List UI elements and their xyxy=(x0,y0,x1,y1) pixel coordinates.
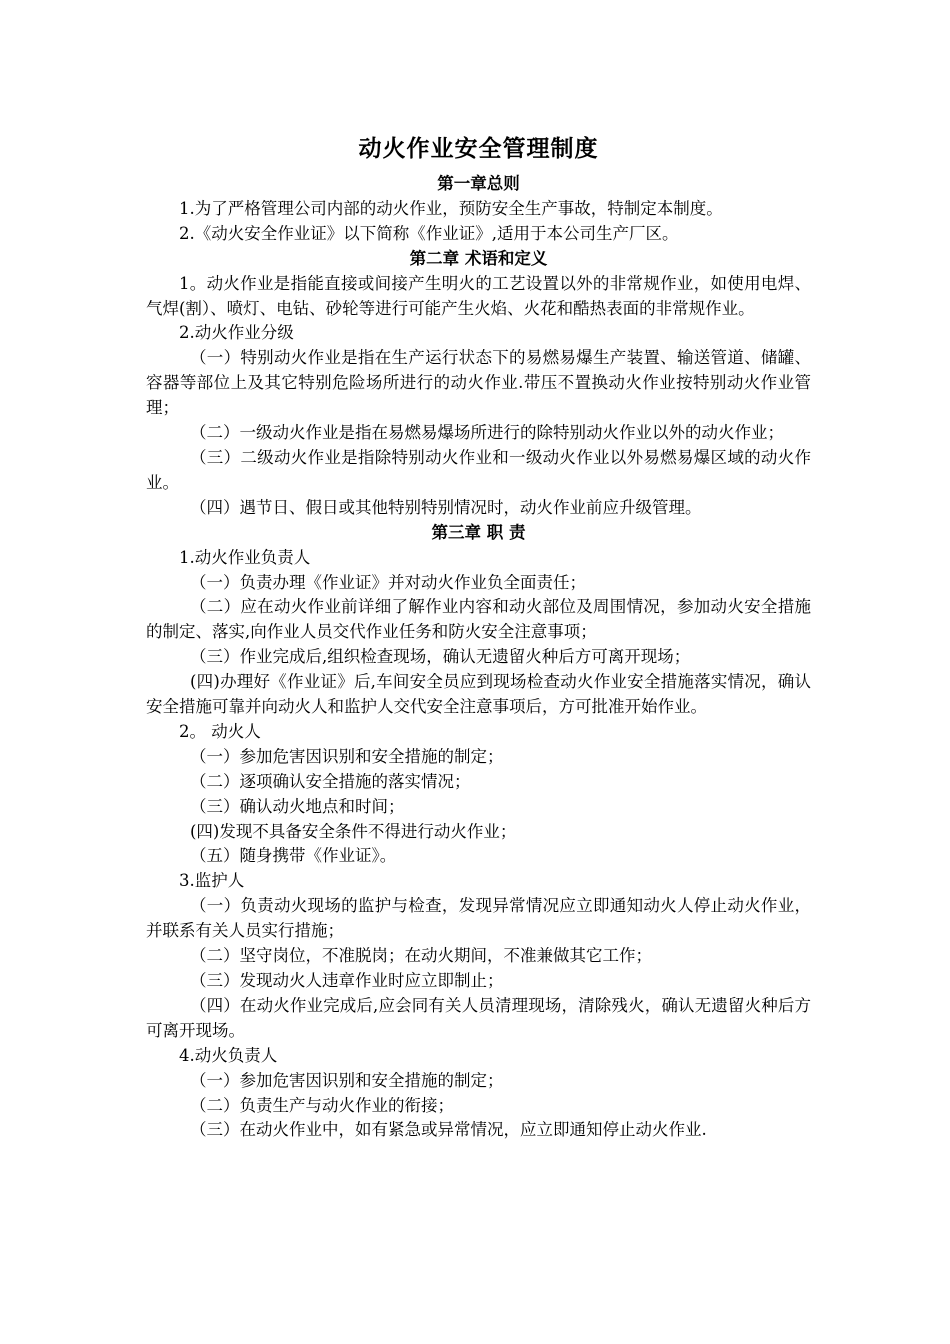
paragraph: （一）特别动火作业是指在生产运行状态下的易燃易爆生产装置、输送管道、储罐、容器等部位上及其它特别危险场所进行的动火作业.带压不置换动火作业按特别动火作业管理； xyxy=(146,348,811,418)
paragraph: 2.《动火安全作业证》以下简称《作业证》,适用于本公司生产厂区。 xyxy=(179,223,679,243)
paragraph: （二）应在动火作业前详细了解作业内容和动火部位及周围情况，参加动火安全措施的制定、落实,向作业人员交代作业任务和防火安全注意事项； xyxy=(146,597,811,642)
paragraph: （三）二级动火作业是指除特别动火作业和一级动火作业以外易燃易爆区域的动火作业。 xyxy=(146,447,811,492)
chapter-2-heading: 第二章 术语和定义 xyxy=(409,248,548,268)
document-page xyxy=(146,132,811,1143)
section-heading: 4.动火负责人 xyxy=(179,1045,278,1065)
section-heading: 3.监护人 xyxy=(179,871,245,891)
paragraph: (四)办理好《作业证》后,车间安全员应到现场检查动火作业安全措施落实情况，确认安全措施可靠并向动火人和监护人交代安全注意事项后，方可批准开始作业。 xyxy=(146,672,811,717)
section-heading: 2。 动火人 xyxy=(179,721,261,741)
paragraph: （二）一级动火作业是指在易燃易爆场所进行的除特别动火作业以外的动火作业； xyxy=(190,423,784,443)
paragraph: （五）随身携带《作业证》。 xyxy=(190,846,397,866)
paragraph: （二）负责生产与动火作业的衔接； xyxy=(190,1095,454,1115)
page-title: 动火作业安全管理制度 xyxy=(358,136,599,162)
paragraph: （一）参加危害因识别和安全措施的制定； xyxy=(190,1070,504,1090)
paragraph: （一）负责动火现场的监护与检查，发现异常情况应立即通知动火人停止动火作业，并联系有关人员实行措施； xyxy=(146,896,811,941)
chapter-3-heading: 第三章 职 责 xyxy=(431,522,526,542)
paragraph: （三）在动火作业中，如有紧急或异常情况，应立即通知停止动火作业. xyxy=(190,1120,707,1140)
paragraph: 2.动火作业分级 xyxy=(179,323,294,343)
paragraph: 1.为了严格管理公司内部的动火作业，预防安全生产事故，特制定本制度。 xyxy=(179,198,723,218)
paragraph: （一）负责办理《作业证》并对动火作业负全面责任； xyxy=(190,572,586,592)
paragraph: （四）在动火作业完成后,应会同有关人员清理现场，清除残火，确认无遗留火种后方可离开现场。 xyxy=(146,995,811,1040)
section-heading: 1.动火作业负责人 xyxy=(179,547,311,567)
paragraph: （四）遇节日、假日或其他特别特别情况时，动火作业前应升级管理。 xyxy=(190,497,702,517)
paragraph: （三）确认动火地点和时间； xyxy=(190,796,405,816)
paragraph: （一）参加危害因识别和安全措施的制定； xyxy=(190,746,504,766)
paragraph: （二）坚守岗位，不准脱岗；在动火期间，不准兼做其它工作； xyxy=(190,946,652,966)
paragraph: （三）发现动火人违章作业时应立即制止； xyxy=(190,971,504,990)
paragraph: 1。动火作业是指能直接或间接产生明火的工艺设置以外的非常规作业，如使用电焊、气焊(割）、喷灯、电钻、砂轮等进行可能产生火焰、火花和酷热表面的非常规作业。 xyxy=(146,273,811,318)
paragraph: （二）逐项确认安全措施的落实情况； xyxy=(190,771,471,791)
paragraph: （三）作业完成后,组织检查现场，确认无遗留火种后方可离开现场； xyxy=(190,647,691,667)
paragraph: (四)发现不具备安全条件不得进行动火作业； xyxy=(190,821,517,841)
chapter-1-heading: 第一章总则 xyxy=(437,174,520,193)
